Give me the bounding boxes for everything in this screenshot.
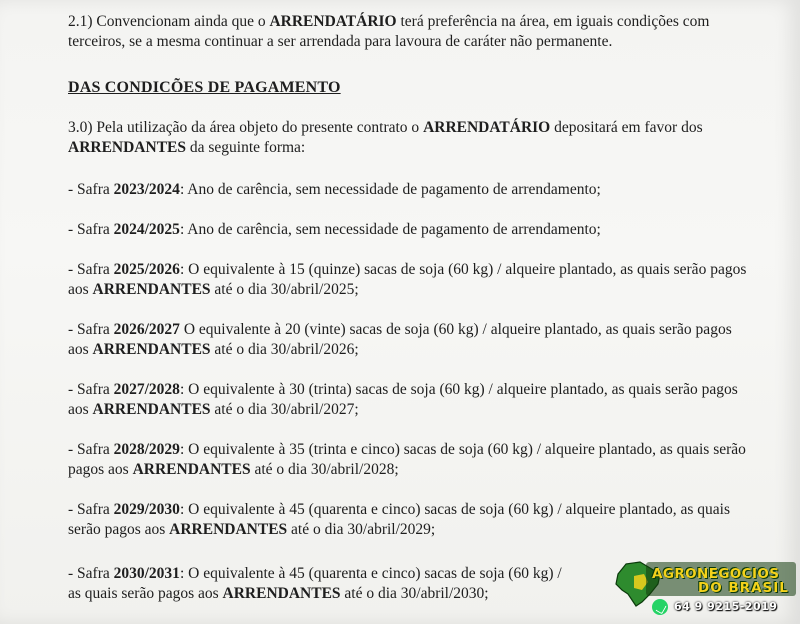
watermark-line2: DO BRASIL xyxy=(698,580,789,596)
safra-due-date: até o dia 30/abril/2026; xyxy=(210,341,359,358)
safra-text: : O equivalente à 45 (quarenta e cinco) sacas de soja (60 kg) / xyxy=(179,565,562,582)
watermark-line1: AGRONEGOCIOS xyxy=(652,566,780,582)
safra-season: 2025/2026 xyxy=(113,261,180,278)
safra-due-date: até o dia 30/abril/2025; xyxy=(210,281,359,298)
party-name: ARRENDANTES xyxy=(68,139,186,156)
clause-text: terá preferência na área, em iguais condições com terceiros, se a mesma continuar a ser arrendada para lavoura de caráter não permanente. xyxy=(68,13,710,50)
safra-text: : O equivalente à 15 (quinze) sacas de soja (60 kg) / alqueire plantado, as quais serão pagos aos xyxy=(68,261,747,298)
safra-prefix: - Safra xyxy=(68,565,114,582)
safra-prefix: - Safra xyxy=(68,381,114,398)
clause-3-0 xyxy=(68,118,748,158)
party-name: ARRENDANTES xyxy=(132,461,251,478)
safra-due-date: até o dia 30/abril/2028; xyxy=(250,461,399,478)
safra-season: 2023/2024 xyxy=(113,181,180,198)
safra-item xyxy=(68,500,748,540)
clause-text: da seguinte forma: xyxy=(186,139,306,156)
safra-prefix: - Safra xyxy=(68,221,114,238)
watermark-phone: 64 9 9215-2019 xyxy=(674,600,778,613)
safra-text: as quais serão pagos aos xyxy=(68,585,223,602)
safra-due-date: até o dia 30/abril/2029; xyxy=(287,521,436,538)
safra-prefix: - Safra xyxy=(68,181,114,198)
party-name: ARRENDANTES xyxy=(92,341,211,358)
safra-item xyxy=(68,440,748,480)
clause-text: 3.0) Pela utilização da área objeto do presente contrato o xyxy=(68,119,424,136)
safra-text: : O equivalente à 45 (quarenta e cinco) sacas de soja (60 kg) / alqueire plantado, as quais serão pagos aos xyxy=(68,501,730,538)
safra-text: : O equivalente à 35 (trinta e cinco) sacas de soja (60 kg) / alqueire plantado, as quais serão pagos aos xyxy=(68,441,746,478)
safra-item xyxy=(68,380,748,420)
safra-season: 2026/2027 xyxy=(113,321,180,338)
safra-item xyxy=(68,320,748,360)
clause-2-1 xyxy=(68,12,748,52)
safra-text: O equivalente à 20 (vinte) sacas de soja (60 kg) / alqueire plantado, as quais serão pagos aos xyxy=(68,321,732,358)
safra-item xyxy=(68,180,748,200)
safra-prefix: - Safra xyxy=(68,261,114,278)
safra-prefix: - Safra xyxy=(68,321,114,338)
clause-text: 2.1) Convencionam ainda que o xyxy=(68,13,270,30)
section-heading: DAS CONDICÕES DE PAGAMENTO xyxy=(68,79,341,96)
safra-prefix: - Safra xyxy=(68,501,114,518)
party-name: ARRENDANTES xyxy=(92,281,211,298)
party-name: ARRENDATÁRIO xyxy=(423,119,551,136)
party-name: ARRENDANTES xyxy=(222,585,341,602)
whatsapp-icon xyxy=(652,599,668,615)
watermark-contact xyxy=(652,598,777,616)
safra-text: : O equivalente à 30 (trinta) sacas de soja (60 kg) / alqueire plantado, as quais serão pagos aos xyxy=(68,381,738,418)
party-name: ARRENDATÁRIO xyxy=(269,13,397,30)
safra-season: 2029/2030 xyxy=(113,501,180,518)
safra-item xyxy=(68,260,748,300)
safra-season: 2028/2029 xyxy=(113,441,180,458)
watermark-logo xyxy=(612,556,798,622)
safra-text: : Ano de carência, sem necessidade de pagamento de arrendamento; xyxy=(179,221,601,238)
safra-item xyxy=(68,564,628,604)
safra-season: 2030/2031 xyxy=(113,565,180,582)
clause-text: depositará em favor dos xyxy=(550,119,703,136)
safra-due-date: até o dia 30/abril/2030; xyxy=(340,585,489,602)
party-name: ARRENDANTES xyxy=(169,521,288,538)
safra-item xyxy=(68,220,748,240)
safra-due-date: até o dia 30/abril/2027; xyxy=(210,401,359,418)
safra-prefix: - Safra xyxy=(68,441,114,458)
safra-season: 2024/2025 xyxy=(113,221,180,238)
party-name: ARRENDANTES xyxy=(92,401,211,418)
safra-text: : Ano de carência, sem necessidade de pagamento de arrendamento; xyxy=(179,181,601,198)
safra-season: 2027/2028 xyxy=(113,381,180,398)
